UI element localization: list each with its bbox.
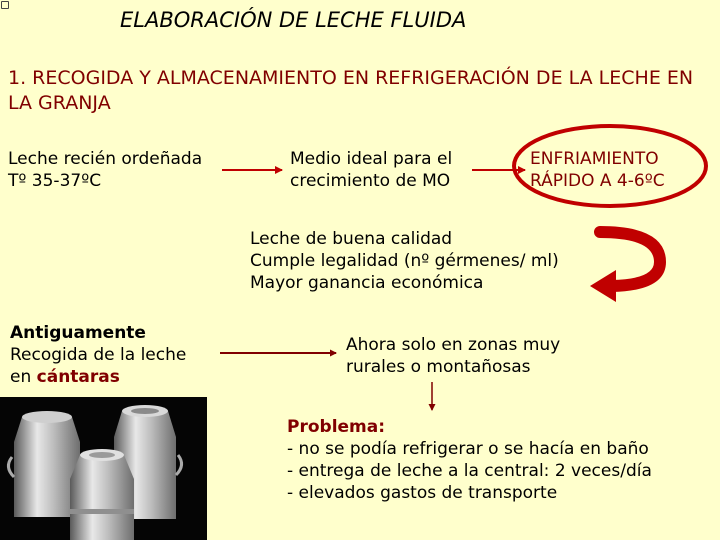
page-title: ELABORACIÓN DE LECHE FLUIDA	[120, 8, 467, 32]
cooling-line2: RÁPIDO A 4-6ºC	[530, 171, 665, 191]
fresh-milk-line2: Tº 35-37ºC	[8, 171, 102, 191]
problem-item-3: - elevados gastos de transporte	[287, 483, 558, 503]
cooling-line1: ENFRIAMIENTO	[530, 149, 659, 169]
problem-item-2: - entrega de leche a la central: 2 veces/día	[287, 461, 652, 481]
quality-line3: Mayor ganancia económica	[250, 273, 484, 293]
fresh-milk-line1: Leche recién ordeñada	[8, 149, 203, 169]
cans-word: cántaras	[36, 367, 120, 387]
cooling-highlight-ellipse	[514, 126, 706, 206]
quality-line1: Leche de buena calidad	[250, 229, 453, 249]
old-collection-line1: Recogida de la leche	[10, 345, 187, 365]
current-collection-line2: rurales o montañosas	[346, 357, 531, 377]
quality-line2: Cumple legalidad (nº gérmenes/ ml)	[250, 251, 559, 271]
section-heading: 1. RECOGIDA Y ALMACENAMIENTO EN REFRIGERACIÓN DE LA LECHE EN LA GRANJA	[8, 67, 694, 114]
curved-arrow-head-icon	[590, 270, 616, 302]
problem-item-1: - no se podía refrigerar o se hacía en baño	[287, 439, 649, 459]
growth-medium-line1: Medio ideal para el	[290, 149, 453, 169]
problem-heading: Problema:	[287, 417, 386, 437]
old-collection-line2-prefix: en	[10, 367, 37, 387]
old-collection-heading: Antiguamente	[10, 323, 146, 343]
current-collection-line1: Ahora solo en zonas muy	[346, 335, 561, 355]
growth-medium-line2: crecimiento de MO	[290, 171, 451, 191]
